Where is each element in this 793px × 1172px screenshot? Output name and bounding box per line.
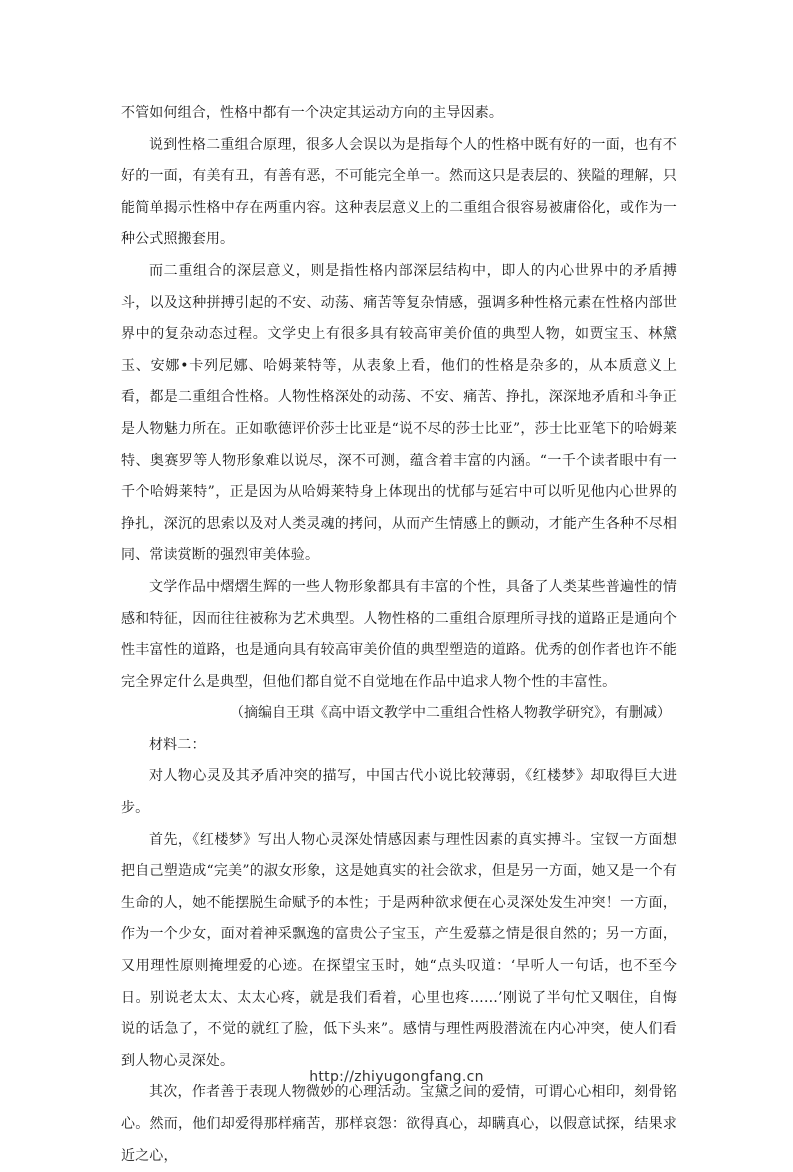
footer-url: http://zhiyugongfang.cn <box>309 1069 484 1085</box>
paragraph-5: 对人物心灵及其矛盾冲突的描写，中国古代小说比较薄弱，《红楼梦》却取得巨大进步。 <box>121 768 677 817</box>
paragraph-1: 不管如何组合，性格中都有一个决定其运动方向的主导因素。 <box>121 105 504 121</box>
material-two-label: 材料二： <box>149 736 206 753</box>
paragraph-3: 而二重组合的深层意义，则是指性格内部深层结构中，即人的内心世界中的矛盾搏斗，以及这种拼搏引起的不安、动荡、痛苦等复杂情感，强调多种性格元素在性格内部世界中的复杂动态过程。文学史上有很多具有较高审美价值的典型人物，如贾宝玉、林黛玉、安娜•卡列尼娜、哈姆莱特等，从表象上看，他们的性格是杂多的，从本质意义上看，都是二重组合性格。人物性格深处的动荡、不安、痛苦、挣扎，深深地矛盾和斗争正是人物魅力所在。正如歌德评价莎士比亚是“说不尽的莎士比亚”，莎士比亚笔下的哈姆莱特、奥赛罗等人物形象难以说尽，深不可测，蕴含着丰富的内涵。“一千个读者眼中有一千个哈姆莱特”，正是因为从哈姆莱特身上体现出的忧郁与延宕中可以听见他内心世界的挣扎，深沉的思索以及对人类灵魂的拷问，从而产生情感上的颤动，才能产生各种不尽相同、常读赏断的强烈审美体验。 <box>121 262 677 564</box>
paragraph-2: 说到性格二重组合原理，很多人会误以为是指每个人的性格中既有好的一面，也有不好的一面，有美有丑，有善有恶，不可能完全单一。然而这只是表层的、狭隘的理解，只能简单揭示性格中存在两重内容。这种表层意义上的二重组合很容易被庸俗化，或作为一种公式照搬套用。 <box>121 136 677 248</box>
source-citation: （摘编自王琪《高中语文教学中二重组合性格人物教学研究》，有删减） <box>230 705 671 722</box>
paragraph-4: 文学作品中熠熠生辉的一些人物形象都具有丰富的个性，具备了人类某些普遍性的情感和特征，因而往往被称为艺术典型。人物性格的二重组合原理所寻找的道路正是通向个性丰富性的道路，也是通向具有较高审美价值的典型塑造的道路。优秀的创作者也许不能完全界定什么是典型，但他们都自觉不自觉地在作品中追求人物个性的丰富性。 <box>121 578 677 690</box>
paragraph-6: 首先，《红楼梦》写出人物心灵深处情感因素与理性因素的真实搏斗。宝钗一方面想把自己塑造成“完美”的淑女形象，这是她真实的社会欲求，但是另一方面，她又是一个有生命的人，她不能摆脱生命赋予的本性；于是两种欲求便在心灵深处发生冲突！一方面，作为一个少女，面对着神采飘逸的富贵公子宝玉，产生爱慕之情是很自然的；另一方面，又用理性原则掩埋爱的心迹。在探望宝玉时，她“点头叹道：‘早听人一句话，也不至今日。别说老太太、太太心疼，就是我们看着，心里也疼……’刚说了半句忙又咽住，自悔说的话急了，不觉的就红了脸，低下头来”。感情与理性两股潜流在内心冲突，使人们看到人物心灵深处。 <box>121 831 677 1069</box>
paragraph-7: 其次，作者善于表现人物微妙的心理活动。宝黛之间的爱情，可谓心心相印，刻骨铭心。然而，他们却爱得那样痛苦，那样哀怨：欲得真心，却瞒真心，以假意试探，结果求近之心， <box>121 1084 677 1164</box>
document-body <box>121 98 677 1172</box>
